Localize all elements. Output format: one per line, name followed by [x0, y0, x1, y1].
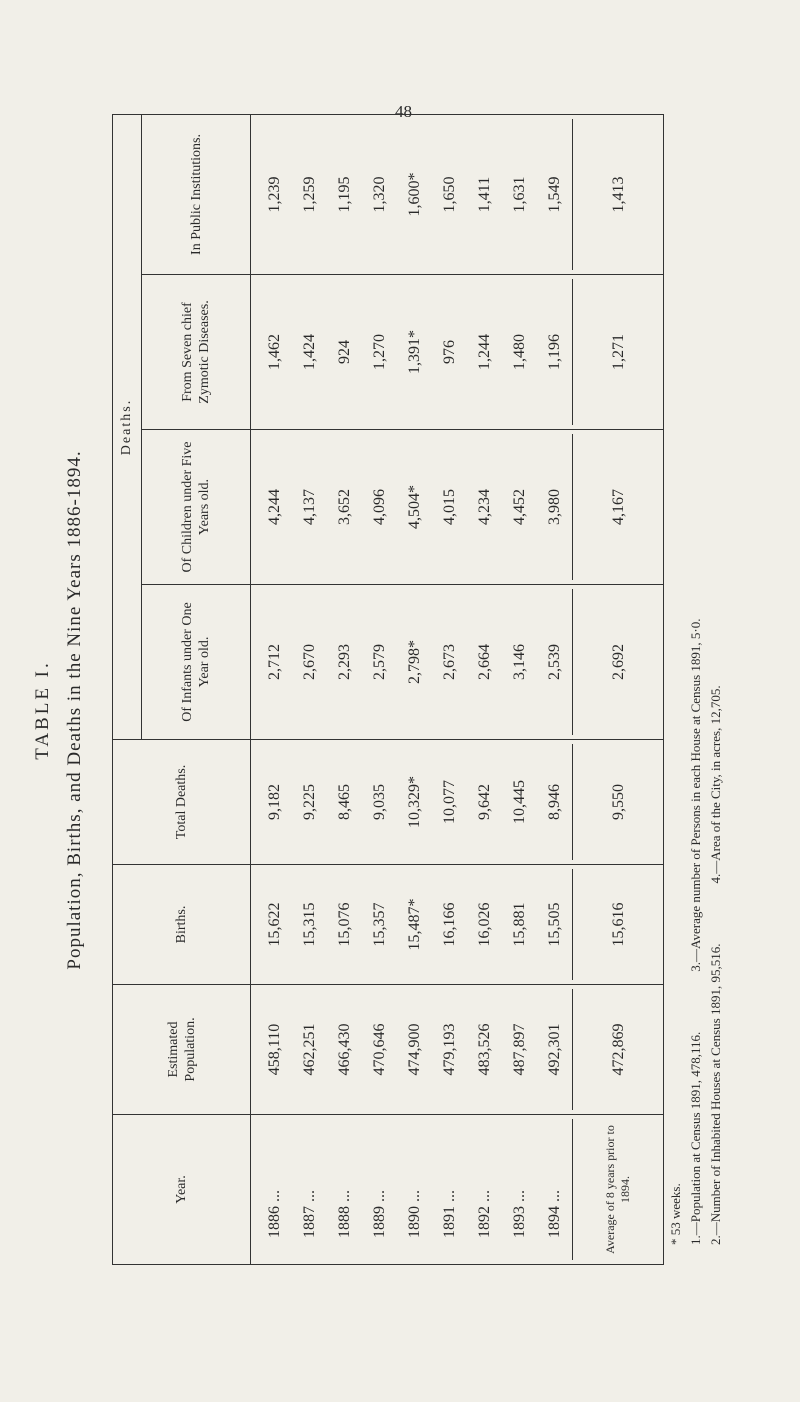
cell-total-deaths: 10,445 [511, 780, 528, 824]
rotated-table-page [0, 60, 780, 1360]
cell-births: 15,357 [371, 902, 388, 947]
cell-institutions: 1,549 [546, 176, 563, 213]
cell-infants: 2,673 [441, 644, 458, 680]
cell-births: 15,881 [511, 902, 528, 947]
footnote-area: 4.—Area of the City, in acres, 12,705. [708, 685, 723, 884]
cell-year: 1894 ... [546, 1190, 563, 1238]
page-number: 48 [395, 102, 412, 121]
cell-population: 483,526 [476, 1023, 493, 1076]
cell-births: 15,487* [406, 898, 423, 951]
header-children: Of Children under Five Years old. [142, 430, 251, 585]
cell-zymotic: 924 [336, 340, 353, 364]
header-infants: Of Infants under One Year old. [142, 585, 251, 740]
cell-births: 15,315 [301, 902, 318, 947]
cell-children: 4,137 [301, 489, 318, 525]
cell-children: 4,452 [511, 489, 528, 525]
cell-total-deaths: 10,329* [406, 776, 423, 828]
cell-children: 4,244 [266, 489, 283, 525]
cell-institutions: 1,631 [511, 176, 528, 213]
cell-infants: 2,539 [546, 644, 563, 680]
cell-institutions: 1,195 [336, 176, 353, 213]
column-children [251, 430, 664, 585]
footnotes [666, 95, 726, 1245]
cell-population: 479,193 [441, 1023, 458, 1076]
statistics-table [112, 115, 657, 1265]
cell-children: 4,504* [406, 485, 423, 529]
cell-average-infants: 2,692 [609, 644, 627, 680]
cell-average-children: 4,167 [609, 489, 627, 525]
cell-total-deaths: 9,035 [371, 784, 388, 820]
footnote-population: 1.—Population at Census 1891, 478,116. [688, 1031, 703, 1245]
cell-total-deaths: 9,642 [476, 784, 493, 820]
cell-population: 474,900 [406, 1023, 423, 1076]
cell-year: 1890 ... [406, 1190, 423, 1238]
cell-average-zymotic: 1,271 [609, 334, 627, 370]
cell-children: 3,980 [546, 489, 563, 525]
cell-year: 1887 ... [301, 1190, 318, 1238]
cell-infants: 2,579 [371, 644, 388, 680]
cell-population: 462,251 [301, 1023, 318, 1076]
cell-average-births: 15,616 [609, 902, 627, 947]
cell-zymotic: 976 [441, 340, 458, 364]
cell-births: 15,076 [336, 902, 353, 947]
cell-infants: 2,670 [301, 644, 318, 680]
cell-year: 1886 ... [266, 1190, 283, 1238]
column-institutions [251, 114, 664, 274]
cell-institutions: 1,239 [266, 176, 283, 213]
cell-average-population: 472,869 [609, 1023, 627, 1076]
footnote-star: * 53 weeks. [668, 1183, 683, 1245]
cell-infants: 2,664 [476, 644, 493, 680]
header-year: Year. [113, 1115, 251, 1265]
cell-zymotic: 1,196 [546, 334, 563, 370]
cell-total-deaths: 8,946 [546, 784, 563, 820]
column-total-deaths [251, 740, 664, 865]
cell-year: 1888 ... [336, 1190, 353, 1238]
cell-zymotic: 1,391* [406, 330, 423, 374]
cell-year: 1893 ... [511, 1190, 528, 1238]
cell-infants: 3,146 [511, 644, 528, 680]
cell-total-deaths: 8,465 [336, 784, 353, 820]
cell-births: 15,505 [546, 902, 563, 947]
cell-total-deaths: 9,225 [301, 784, 318, 820]
cell-children: 4,234 [476, 489, 493, 525]
cell-infants: 2,712 [266, 644, 283, 680]
cell-zymotic: 1,462 [266, 334, 283, 370]
cell-births: 16,026 [476, 902, 493, 947]
cell-children: 3,652 [336, 489, 353, 525]
column-year [251, 1115, 664, 1265]
footnote-line-2 [706, 95, 726, 1245]
cell-year: 1889 ... [371, 1190, 388, 1238]
cell-children: 4,015 [441, 489, 458, 525]
cell-zymotic: 1,480 [511, 334, 528, 370]
cell-births: 16,166 [441, 902, 458, 947]
header-deaths-group: Deaths. [113, 114, 142, 739]
column-zymotic [251, 275, 664, 430]
cell-institutions: 1,650 [441, 176, 458, 213]
cell-institutions: 1,600* [406, 172, 423, 217]
cell-population: 487,897 [511, 1023, 528, 1076]
cell-average-total-deaths: 9,550 [609, 784, 627, 820]
cell-total-deaths: 10,077 [441, 780, 458, 824]
cell-population: 492,301 [546, 1023, 563, 1076]
cell-population: 470,646 [371, 1023, 388, 1076]
cell-year: 1891 ... [441, 1190, 458, 1238]
column-infants [251, 585, 664, 740]
cell-births: 15,622 [266, 902, 283, 947]
table-subtitle: Population, Births, and Deaths in the Nine Years 1886-1894. [64, 450, 85, 970]
cell-zymotic: 1,424 [301, 334, 318, 370]
header-births: Births. [113, 865, 251, 985]
cell-infants: 2,293 [336, 644, 353, 680]
cell-zymotic: 1,244 [476, 334, 493, 370]
cell-institutions: 1,411 [476, 176, 493, 213]
cell-population: 466,430 [336, 1023, 353, 1076]
cell-zymotic: 1,270 [371, 334, 388, 370]
cell-population: 458,110 [266, 1023, 283, 1076]
footnote-star-line [666, 95, 686, 1245]
column-population [251, 985, 664, 1115]
header-total-deaths: Total Deaths. [113, 740, 251, 865]
cell-children: 4,096 [371, 489, 388, 525]
footnote-houses: 2.—Number of Inhabited Houses at Census 1891, 95,516. [708, 943, 723, 1245]
column-births [251, 865, 664, 985]
header-zymotic: From Seven chief Zymotic Diseases. [142, 275, 251, 430]
footnote-persons-per-house: 3.—Average number of Persons in each House at Census 1891, 5·0. [688, 618, 703, 972]
cell-institutions: 1,320 [371, 176, 388, 213]
footnote-line-1 [686, 95, 706, 1245]
cell-average-institutions: 1,413 [609, 176, 627, 213]
cell-year: 1892 ... [476, 1190, 493, 1238]
cell-infants: 2,798* [406, 640, 423, 684]
cell-average-label: Average of 8 years prior to 1894. [603, 1125, 632, 1254]
table-title: TABLE I. [32, 660, 53, 760]
cell-institutions: 1,259 [301, 176, 318, 213]
header-institutions: In Public Institutions. [142, 114, 251, 274]
cell-total-deaths: 9,182 [266, 784, 283, 820]
header-population: Estimated Population. [113, 985, 251, 1115]
